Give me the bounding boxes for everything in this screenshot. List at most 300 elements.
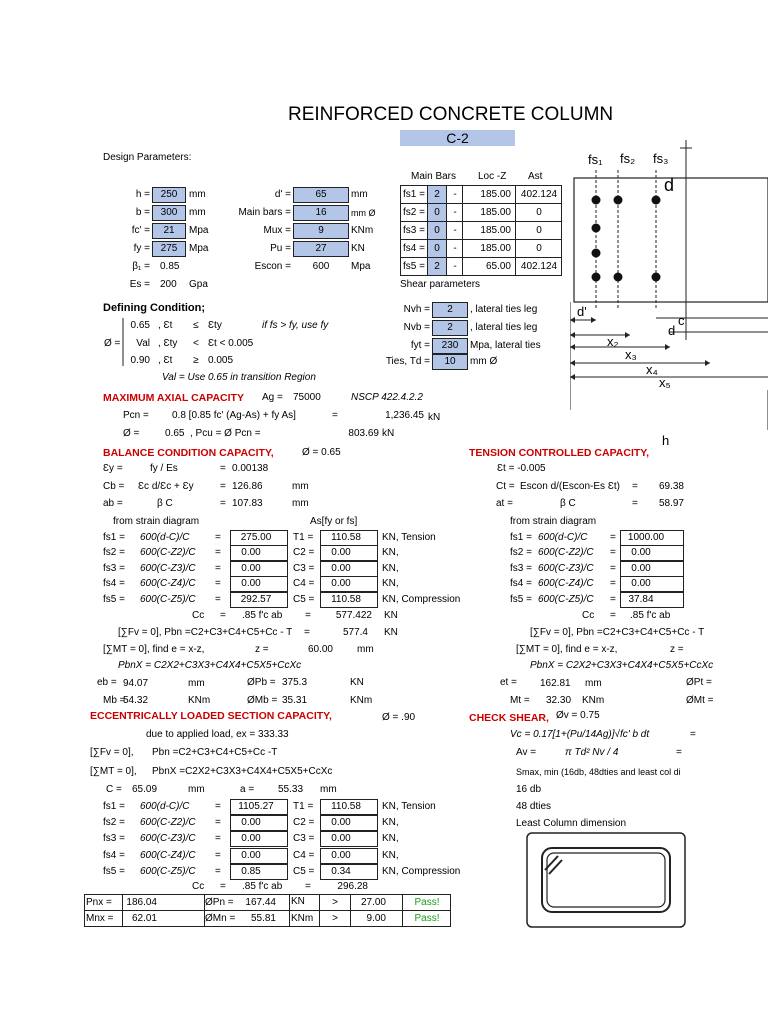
- bal-cc-eq2: =: [305, 610, 311, 621]
- smax-least-dim: Least Column dimension: [516, 818, 627, 829]
- ten-fs-value: 0.00: [620, 545, 684, 561]
- at-label: at =: [496, 498, 513, 509]
- pn-limit: 27.00: [360, 897, 386, 908]
- ab-label: ab =: [103, 498, 123, 509]
- diagram-c-label: c: [678, 313, 685, 328]
- bal-force-unit: KN, Tension: [382, 532, 436, 543]
- omb-label: ØMb =: [247, 695, 278, 706]
- ecc-fs-label: fs1 =: [103, 801, 125, 812]
- ten-fs-eq: =: [610, 578, 616, 589]
- pcn-eq: =: [332, 410, 338, 421]
- nvh-unit: , lateral ties leg: [470, 304, 538, 315]
- bal-force-value: 0.00: [320, 561, 378, 577]
- nvb-value[interactable]: 2: [432, 320, 468, 336]
- diagram-d-prime: d': [577, 304, 587, 319]
- ten-cc-label: Cc: [582, 610, 595, 621]
- ecc-fs-label: fs4 =: [103, 850, 125, 861]
- bal-fs-eq: =: [215, 594, 221, 605]
- bal-fs-eq: =: [215, 532, 221, 543]
- ecc-c-unit: mm: [188, 784, 205, 795]
- fyt-unit: Mpa, lateral ties: [470, 340, 541, 351]
- fy-value[interactable]: 275: [152, 241, 186, 257]
- vc-eq: =: [690, 729, 696, 740]
- ecc-cc-value: 296.28: [337, 881, 368, 892]
- pcn-label: Pcn =: [123, 410, 149, 421]
- bal-fs-value: 0.00: [230, 576, 288, 592]
- at-eq: =: [632, 498, 638, 509]
- et2-label: et =: [500, 677, 517, 688]
- ecc-fs-value: 1105.27: [230, 799, 288, 815]
- balance-strain-label: from strain diagram: [113, 516, 200, 527]
- bal-mt-equation: [∑MT = 0], find e = x-z,: [103, 644, 205, 655]
- defining-condition-title: Defining Condition;: [103, 302, 206, 314]
- ten-fv-equation: [∑Fv = 0], Pbn =C2+C3+C4+C5+Cc - T: [530, 627, 705, 638]
- ast-header: Ast: [528, 171, 543, 182]
- bal-fs-value: 0.00: [230, 561, 288, 577]
- h-value[interactable]: 250: [152, 187, 186, 203]
- opb-unit: KN: [350, 677, 364, 688]
- ecc-fs-value: 0.00: [230, 831, 288, 847]
- ten-fs-formula: 600(d-C)/C: [538, 532, 588, 543]
- mainbar-count[interactable]: 0: [434, 225, 440, 236]
- ct-eq: =: [632, 481, 638, 492]
- av-eq: =: [676, 747, 682, 758]
- d-prime-unit: mm: [351, 189, 368, 200]
- bal-fs-formula: 600(C-Z5)/C: [140, 594, 196, 605]
- bal-fs-value: 292.57: [230, 592, 288, 608]
- mainbar-ast: 0: [536, 207, 542, 218]
- pbn-unit: KN: [384, 627, 398, 638]
- ecc-fv-label: [∑Fv = 0],: [90, 747, 134, 758]
- opb-value: 375.3: [282, 677, 308, 688]
- bal-fs-value: 275.00: [230, 530, 288, 546]
- pcn-value: 1,236.45: [385, 410, 424, 421]
- ey-formula: fy / Es: [150, 463, 178, 474]
- ab-eq: =: [220, 498, 226, 509]
- loc-z-header: Loc -Z: [478, 171, 507, 182]
- ecc-force-value: 110.58: [320, 799, 378, 815]
- ten-pbnx-equation: PbnX = C2X2+C3X3+C4X4+C5X5+CcXc: [530, 660, 714, 671]
- beta-label: β₁ =: [132, 261, 150, 272]
- ab-formula: β C: [157, 498, 173, 509]
- ecc-fs-eq: =: [215, 833, 221, 844]
- b-value[interactable]: 300: [152, 205, 186, 221]
- bal-force-unit: KN,: [382, 578, 399, 589]
- ten-fs-value: 0.00: [620, 561, 684, 577]
- bal-force-label: C5 =: [293, 594, 315, 605]
- escon-label: Escon =: [254, 261, 291, 272]
- page-title: REINFORCED CONCRETE COLUMN: [288, 104, 614, 125]
- fy-unit: Mpa: [189, 243, 209, 254]
- opn-value: 167.44: [245, 897, 276, 908]
- ten-fs-label: fs1 =: [510, 532, 532, 543]
- mainbar-count[interactable]: 2: [434, 189, 440, 200]
- pu-value[interactable]: 27: [293, 241, 349, 257]
- ecc-force-value: 0.34: [320, 864, 378, 880]
- bal-force-value: 0.00: [320, 545, 378, 561]
- pn-unit: KN: [291, 896, 305, 907]
- et2-unit: mm: [585, 678, 602, 689]
- ten-fs-value: 0.00: [620, 576, 684, 592]
- nvb-unit: , lateral ties leg: [470, 322, 538, 333]
- pbn-value: 577.4: [342, 627, 368, 638]
- av-formula: π Td² Nv / 4: [565, 747, 619, 758]
- phi-axial-value: 0.65: [165, 428, 185, 439]
- cond-2-op: <: [193, 338, 199, 349]
- ecc-cc-eq2: =: [305, 881, 311, 892]
- diagram-x3: x₃: [625, 347, 637, 362]
- bal-force-label: T1 =: [293, 532, 314, 543]
- mainbar-dash: -: [453, 261, 457, 272]
- bal-fv-eq: =: [304, 627, 310, 638]
- balance-phi: Ø = 0.65: [302, 447, 341, 458]
- bal-pbnx-equation: PbnX = C2X2+C3X3+C4X4+C5X5+CcXc: [118, 660, 302, 671]
- ten-fs-formula: 600(C-Z2)/C: [538, 547, 594, 558]
- ten-fs-label: fs4 =: [510, 578, 532, 589]
- cond-1-limit: Ɛty: [208, 320, 222, 331]
- b-unit: mm: [189, 207, 206, 218]
- diagram-fs2: fs₂: [620, 151, 636, 166]
- mn-status-badge: Pass!: [414, 913, 440, 924]
- mainbar-ast: 0: [536, 225, 542, 236]
- bal-z-label: z =: [255, 644, 269, 655]
- ecc-force-value: 0.00: [320, 815, 378, 831]
- mainbar-loc: 65.00: [485, 261, 511, 272]
- av-label: Av =: [516, 747, 537, 758]
- main-bars-unit: mm Ø: [351, 208, 376, 218]
- ecc-mt-label: [∑MT = 0],: [90, 766, 137, 777]
- bal-force-value: 110.58: [320, 530, 378, 546]
- cb-unit: mm: [292, 481, 309, 492]
- ten-fs-formula: 600(C-Z5)/C: [538, 594, 594, 605]
- cond-1-op: ≤: [193, 320, 199, 331]
- bal-force-unit: KN, Compression: [382, 594, 461, 605]
- es-label: Es =: [129, 279, 150, 290]
- bal-force-label: C3 =: [293, 563, 315, 574]
- mnx-value: 62.01: [131, 913, 157, 924]
- design-parameters-label: Design Parameters:: [103, 152, 192, 163]
- bal-cc-formula: .85 f'c ab: [242, 610, 283, 621]
- mainbar-dash: -: [453, 189, 457, 200]
- ecc-fs-eq: =: [215, 801, 221, 812]
- mainbar-count[interactable]: 0: [434, 243, 440, 254]
- mux-value[interactable]: 9: [293, 223, 349, 239]
- ecc-force-unit: KN,: [382, 817, 399, 828]
- mux-label: Mux =: [263, 225, 291, 236]
- opt-label: ØPt =: [686, 677, 712, 688]
- bal-fs-label: fs4 =: [103, 578, 125, 589]
- et-value: Ɛt = -0.005: [497, 463, 546, 474]
- cb-eq: =: [220, 481, 226, 492]
- opb-label: ØPb =: [247, 677, 276, 688]
- ten-fs-formula: 600(C-Z4)/C: [538, 578, 594, 589]
- bal-cc-eq: =: [220, 610, 226, 621]
- bal-fs-label: fs5 =: [103, 594, 125, 605]
- ct-label: Ct =: [496, 481, 515, 492]
- diagram-h-label: h: [662, 433, 670, 448]
- ecc-mt-formula: PbnX =C2X2+C3X3+C4X4+C5X5+CcXc: [152, 766, 333, 777]
- pn-status-badge: Pass!: [414, 897, 440, 908]
- h-unit: mm: [189, 189, 206, 200]
- bal-force-unit: KN,: [382, 563, 399, 574]
- ecc-fs-label: fs2 =: [103, 817, 125, 828]
- mn-limit: 9.00: [366, 913, 386, 924]
- mnx-label: Mnx =: [86, 913, 114, 924]
- smax-48dties: 48 dties: [516, 801, 552, 812]
- omn-value: 55.81: [250, 913, 276, 924]
- es-value: 200: [160, 279, 177, 290]
- fy-label: fy =: [133, 243, 150, 254]
- ties-value[interactable]: 10: [432, 354, 468, 370]
- h-label: h =: [135, 189, 150, 200]
- ct-value: 69.38: [658, 481, 684, 492]
- ecc-force-value: 0.00: [320, 848, 378, 864]
- ten-fs-label: fs2 =: [510, 547, 532, 558]
- ecc-a-value: 55.33: [278, 784, 304, 795]
- ecc-force-unit: KN, Compression: [382, 866, 461, 877]
- mainbar-loc: 185.00: [480, 207, 511, 218]
- es-unit: Gpa: [189, 279, 208, 290]
- ecc-cc-formula: .85 f'c ab: [242, 881, 283, 892]
- pn-compare: >: [332, 897, 338, 908]
- omn-label: ØMn =: [205, 913, 236, 924]
- cond-1-var: , Ɛt: [158, 320, 173, 331]
- ey-value: 0.00138: [232, 463, 269, 474]
- eb-value: 94.07: [123, 678, 149, 689]
- diagram-fs3: fs₃: [653, 151, 669, 166]
- bal-z-unit: mm: [357, 644, 374, 655]
- ecc-force-label: C3 =: [293, 833, 315, 844]
- vc-formula: Vc = 0.17[1+(Pu/14Ag)]√fc' b dt: [510, 729, 650, 740]
- bal-fs-label: fs2 =: [103, 547, 125, 558]
- opn-label: ØPn =: [205, 897, 234, 908]
- bal-cc-unit: KN: [384, 610, 398, 621]
- ecc-fs-eq: =: [215, 850, 221, 861]
- ten-fs-value: 1000.00: [620, 530, 684, 546]
- fc-label: fc' =: [131, 225, 150, 236]
- mainbar-row-label: fs4 =: [403, 243, 425, 254]
- ecc-phi: Ø = .90: [382, 712, 416, 723]
- shear-parameters-label: Shear parameters: [400, 279, 481, 290]
- transition-note: Val = Use 0.65 in transition Region: [162, 372, 316, 383]
- pcu-formula: , Pcu = Ø Pcn =: [190, 428, 261, 439]
- mainbar-loc: 185.00: [480, 243, 511, 254]
- bal-fs-eq: =: [215, 547, 221, 558]
- ecc-fv-formula: Pbn =C2+C3+C4+C5+Cc -T: [152, 747, 278, 758]
- bal-fs-formula: 600(C-Z3)/C: [140, 563, 196, 574]
- mainbar-ast: 402.124: [520, 189, 558, 200]
- pcu-unit: kN: [382, 428, 395, 439]
- bal-force-label: C4 =: [293, 578, 315, 589]
- tension-strain-label: from strain diagram: [510, 516, 597, 527]
- phi-label: Ø =: [104, 338, 121, 349]
- ten-fs-eq: =: [610, 563, 616, 574]
- tie-detail-diagram: [526, 832, 686, 928]
- ten-fs-eq: =: [610, 594, 616, 605]
- bal-z-value: 60.00: [307, 644, 333, 655]
- d-prime-value[interactable]: 65: [293, 187, 349, 203]
- smax-label: Smax, min (16db, 48dties and least col di: [516, 767, 681, 777]
- ecc-force-label: C4 =: [293, 850, 315, 861]
- diagram-fs1: fs₁: [588, 152, 603, 167]
- mainbar-row-label: fs3 =: [403, 225, 425, 236]
- ecc-ex: due to applied load, ex = 333.33: [146, 729, 289, 740]
- ecc-title: ECCENTRICALLY LOADED SECTION CAPACITY,: [90, 710, 332, 722]
- fc-unit: Mpa: [189, 225, 209, 236]
- pcu-value: 803.69: [348, 428, 379, 439]
- ecc-force-unit: KN,: [382, 850, 399, 861]
- main-bars-value[interactable]: 16: [293, 205, 349, 221]
- ag-value: 75000: [293, 392, 321, 403]
- balance-title: BALANCE CONDITION CAPACITY,: [103, 447, 274, 459]
- mainbar-row-label: fs2 =: [403, 207, 425, 218]
- bal-fs-formula: 600(C-Z4)/C: [140, 578, 196, 589]
- ct-formula: Escon d/(Escon-Es Ɛt): [520, 481, 620, 492]
- ten-fs-eq: =: [610, 547, 616, 558]
- bal-fv-equation: [∑Fv = 0], Pbn =C2+C3+C4+C5+Cc - T: [118, 627, 293, 638]
- ab-value: 107.83: [232, 498, 263, 509]
- et2-value: 162.81: [540, 678, 571, 689]
- ecc-a-unit: mm: [320, 784, 337, 795]
- fy-note: if fs > fy, use fy: [262, 320, 329, 331]
- pnx-label: Pnx =: [86, 897, 112, 908]
- diagram-d-label: d: [664, 175, 675, 195]
- fc-value[interactable]: 21: [152, 223, 186, 239]
- mainbar-row-label: fs5 =: [403, 261, 425, 272]
- ecc-force-unit: KN, Tension: [382, 801, 436, 812]
- cond-2-var: , Ɛty: [158, 338, 178, 349]
- ecc-force-label: T1 =: [293, 801, 314, 812]
- bal-force-value: 0.00: [320, 576, 378, 592]
- cb-label: Cb =: [103, 481, 125, 492]
- diagram-x5: x₅: [659, 375, 671, 390]
- ten-fs-formula: 600(C-Z3)/C: [538, 563, 594, 574]
- ten-fs-eq: =: [610, 532, 616, 543]
- bal-fs-value: 0.00: [230, 545, 288, 561]
- ecc-force-unit: KN,: [382, 833, 399, 844]
- ecc-cc-label: Cc: [192, 881, 205, 892]
- mainbar-dash: -: [453, 243, 457, 254]
- mainbar-loc: 185.00: [480, 225, 511, 236]
- cond-1-value: 0.65: [130, 320, 150, 331]
- nscp-code: NSCP 422.4.2.2: [351, 392, 423, 403]
- ecc-fs-eq: =: [215, 817, 221, 828]
- bal-cc-label: Cc: [192, 610, 205, 621]
- mainbar-count[interactable]: 0: [434, 207, 440, 218]
- ecc-a-label: a =: [240, 784, 255, 795]
- ecc-fs-formula: 600(d-C)/C: [140, 801, 190, 812]
- ecc-force-label: C2 =: [293, 817, 315, 828]
- eb-label: eb =: [97, 677, 117, 688]
- nvh-label: Nvh =: [403, 304, 430, 315]
- pnx-value: 186.04: [126, 897, 157, 908]
- pcn-formula: 0.8 [0.85 fc' (Ag-As) + fy As]: [172, 410, 296, 421]
- cond-3-op: ≥: [193, 355, 199, 366]
- ecc-fs-value: 0.00: [230, 815, 288, 831]
- ecc-c-label: C =: [106, 784, 122, 795]
- pu-label: Pu =: [270, 243, 291, 254]
- bal-fs-label: fs3 =: [103, 563, 125, 574]
- omt-label: ØMt =: [686, 695, 714, 706]
- fyt-value[interactable]: 230: [432, 338, 468, 354]
- check-shear-phi: Øv = 0.75: [556, 710, 600, 721]
- ecc-cc-eq: =: [220, 881, 226, 892]
- bal-fs-formula: 600(C-Z2)/C: [140, 547, 196, 558]
- b-label: b =: [135, 207, 150, 218]
- ag-label: Ag =: [262, 392, 283, 403]
- balance-as-header: As[fy or fs]: [310, 516, 358, 527]
- ten-cc-eq: =: [610, 610, 616, 621]
- ecc-fs-formula: 600(C-Z2)/C: [140, 817, 196, 828]
- omb-value: 35.31: [282, 695, 308, 706]
- ten-z-label: z =: [670, 644, 684, 655]
- ecc-fs-formula: 600(C-Z4)/C: [140, 850, 196, 861]
- bal-fs-eq: =: [215, 563, 221, 574]
- cond-3-limit: 0.005: [208, 355, 234, 366]
- cb-value: 126.86: [232, 481, 263, 492]
- diagram-x2: x₂: [607, 334, 619, 349]
- ecc-fs-formula: 600(C-Z3)/C: [140, 833, 196, 844]
- axial-title: MAXIMUM AXIAL CAPACITY: [103, 392, 244, 404]
- escon-value: 600: [312, 261, 330, 272]
- ecc-fs-formula: 600(C-Z5)/C: [140, 866, 196, 877]
- mb-value: 54.32: [123, 695, 149, 706]
- mux-unit: KNm: [351, 225, 374, 236]
- tension-title: TENSION CONTROLLED CAPACITY,: [469, 447, 650, 459]
- ten-cc-formula: .85 f'c ab: [630, 610, 671, 621]
- mainbar-row-label: fs1 =: [403, 189, 425, 200]
- pcn-unit: kN: [428, 412, 441, 423]
- at-value: 58.97: [658, 498, 684, 509]
- main-bars-label: Main bars =: [238, 207, 291, 218]
- bal-fs-label: fs1 =: [103, 532, 125, 543]
- d-prime-label: d' =: [274, 189, 291, 200]
- cb-formula: Ɛc d/Ɛc + Ɛy: [138, 481, 194, 492]
- pu-unit: KN: [351, 243, 365, 254]
- beta-value: 0.85: [160, 261, 180, 272]
- smax-16db: 16 db: [516, 784, 542, 795]
- ecc-fs-value: 0.85: [230, 864, 288, 880]
- ey-eq: =: [220, 463, 226, 474]
- ten-fs-label: fs3 =: [510, 563, 532, 574]
- main-bars-header: Main Bars: [411, 171, 457, 182]
- cond-2-limit: Ɛt < 0.005: [208, 338, 254, 349]
- diagram-d-label-2: d: [668, 323, 676, 338]
- mn-compare: >: [332, 913, 338, 924]
- nvh-value[interactable]: 2: [432, 302, 468, 318]
- bal-force-value: 110.58: [320, 592, 378, 608]
- cond-3-var: , Ɛt: [158, 355, 173, 366]
- bal-force-label: C2 =: [293, 547, 315, 558]
- escon-unit: Mpa: [351, 261, 371, 272]
- bal-cc-value: 577.422: [335, 610, 372, 621]
- mt2-unit: KNm: [582, 695, 605, 706]
- check-shear-title: CHECK SHEAR,: [469, 712, 549, 724]
- ties-unit: mm Ø: [470, 356, 498, 367]
- mainbar-count[interactable]: 2: [434, 261, 440, 272]
- mt2-label: Mt =: [510, 695, 530, 706]
- at-formula: β C: [560, 498, 576, 509]
- mainbar-dash: -: [453, 225, 457, 236]
- phi-axial-label: Ø =: [123, 428, 140, 439]
- mt2-value: 32.30: [546, 695, 572, 706]
- omb-unit: KNm: [350, 695, 373, 706]
- ties-label: Ties, Td =: [385, 356, 430, 367]
- diagram-x4: x₄: [646, 362, 658, 377]
- ey-label: Ɛy =: [103, 463, 123, 474]
- cond-3-value: 0.90: [130, 355, 150, 366]
- ecc-fs-eq: =: [215, 866, 221, 877]
